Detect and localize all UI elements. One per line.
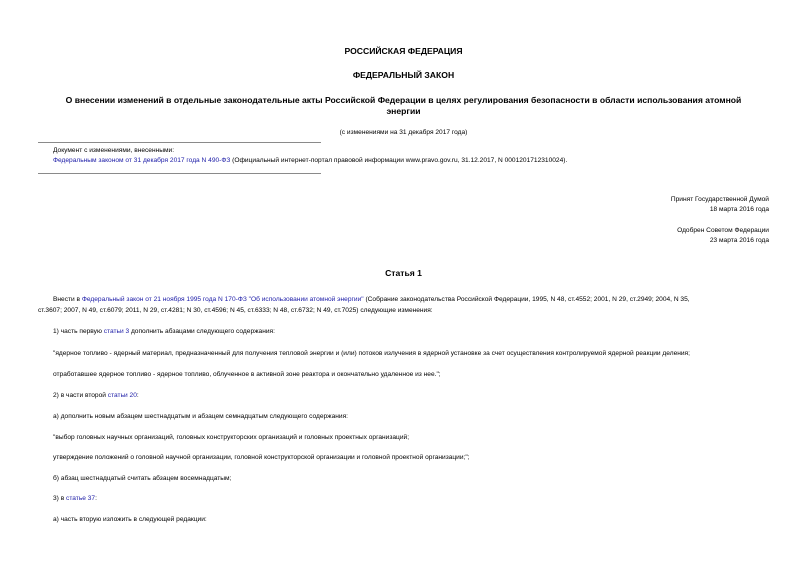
article-37-link[interactable]: статье 37 [66,495,96,502]
atomic-law-link[interactable]: Федеральный закон от 21 ноября 1995 года N 170-ФЗ "Об использовании атомной энергии" [81,296,364,303]
top-divider [38,142,321,143]
article-3-link[interactable]: статьи 3 [103,328,130,335]
intro-line-2: ст.3607; 2007, N 49, ст.6079; 2011, N 29, ст.4281; N 30, ст.4596; N 45, ст.6333; N 48, ст.6732; N 49, ст.7025) следующие изменения: [38,307,433,314]
changes-line [53,157,567,164]
paragraph-5: а) дополнить новым абзацем шестнадцатым и абзацем семнадцатым следующего содержания: [53,413,348,420]
paragraph-7: утверждение положений о головной научной организации, головной конструкторской организации и головной проектной организации;"; [53,454,470,461]
revision-note: (с изменениями на 31 декабря 2017 года) [339,129,468,136]
paragraph-10: а) часть вторую изложить в следующей редакции: [53,516,207,523]
country-heading: РОССИЙСКАЯ ФЕДЕРАЦИЯ [344,46,463,56]
council-date: 23 марта 2016 года [709,237,769,244]
paragraph-1: 1) часть первую статьи 3 дополнить абзацами следующего содержания: [53,328,275,335]
article-20-link[interactable]: статьи 20 [107,392,137,399]
paragraph-4: 2) в части второй статьи 20: [53,392,139,399]
law-title: О внесении изменений в отдельные законодательные акты Российской Федерации в целях регулирования безопасности в области использования атомной энергии [65,95,742,116]
changes-source: (Официальный интернет-портал правовой информации www.pravo.gov.ru, 31.12.2017, N 0001201712310024). [230,157,568,164]
paragraph-8: б) абзац шестнадцатый считать абзацем восемнадцатым; [53,475,232,482]
doc-type-heading: ФЕДЕРАЛЬНЫЙ ЗАКОН [352,70,455,80]
changes-label: Документ с изменениями, внесенными: [53,147,175,154]
paragraph-2: "ядерное топливо - ядерный материал, предназначенный для получения тепловой энергии и (или) потоков излучения в ядерной установке за счет осуществления контролируемой ядерной реакции деления; [53,350,690,357]
bottom-divider [38,173,321,174]
duma-adoption: Принят Государственной Думой [670,196,769,203]
paragraph-6: "выбор головных научных организаций, головных конструкторских организаций и головных проектных организаций; [53,434,410,441]
duma-date: 18 марта 2016 года [709,206,769,213]
intro-line-1: Внести в Федеральный закон от 21 ноября 1995 года N 170-ФЗ "Об использовании атомной энергии" (Собрание законодательства Российской Федерации, 1995, N 48, ст.4552; 2001, N 29, ст.2949; 2004, N 35, [53,296,690,303]
council-approval: Одобрен Советом Федерации [677,227,769,234]
article-heading: Статья 1 [385,268,422,278]
paragraph-9: 3) в статье 37: [53,495,97,502]
paragraph-3: отработавшее ядерное топливо - ядерное топливо, облученное в активной зоне реактора и окончательно удаленное из нее."; [53,371,441,378]
amending-law-link[interactable]: Федеральным законом от 31 декабря 2017 года N 490-ФЗ [53,157,231,164]
